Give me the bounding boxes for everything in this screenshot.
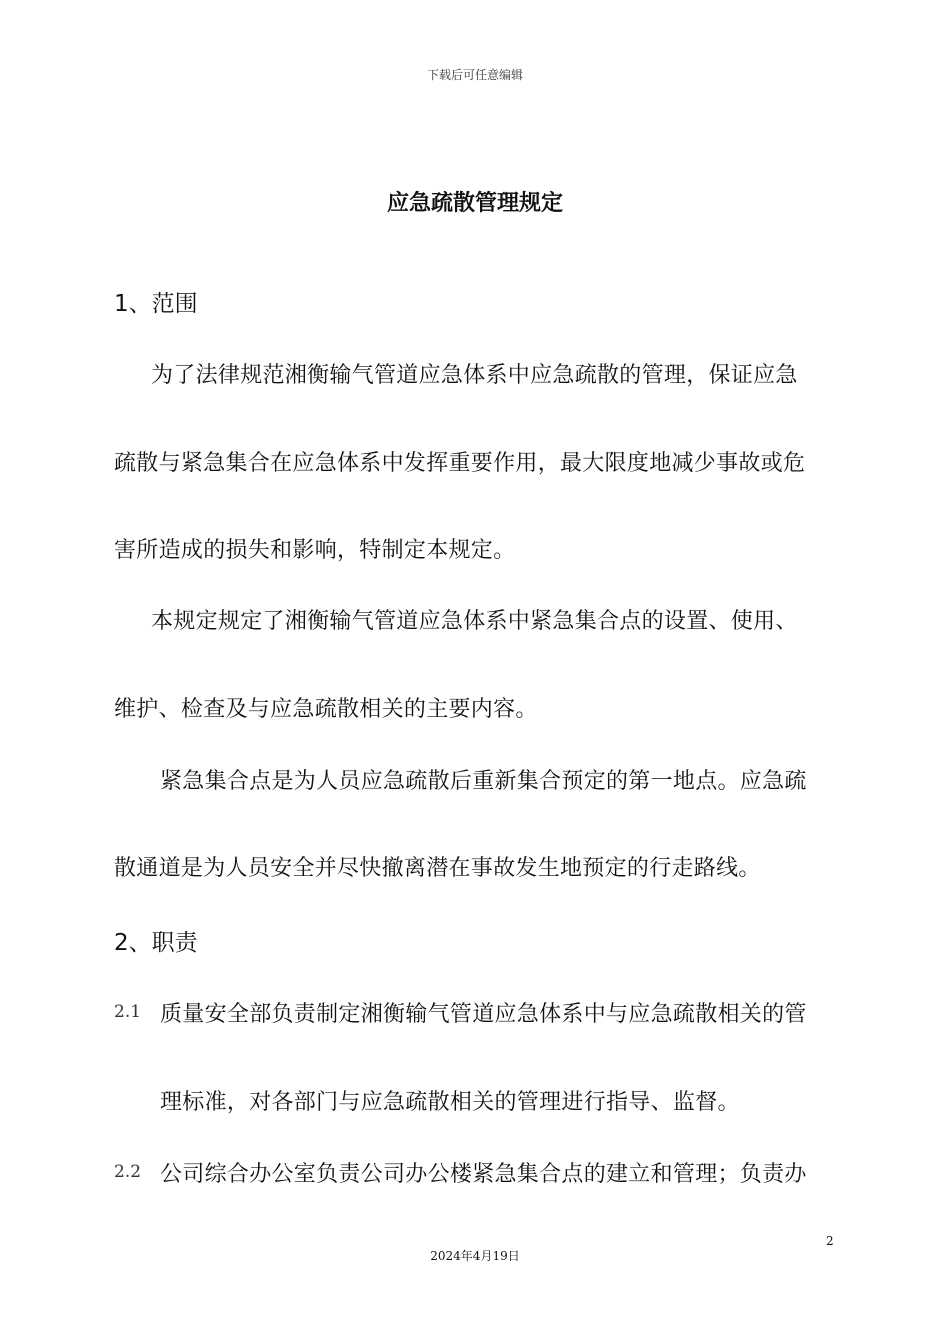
item-line: 质量安全部负责制定湘衡输气管道应急体系中与应急疏散相关的管: [160, 1002, 807, 1027]
paragraph-line: 维护、检查及与应急疏散相关的主要内容。: [114, 697, 538, 722]
paragraph-line: 紧急集合点是为人员应急疏散后重新集合预定的第一地点。应急疏: [160, 769, 807, 794]
paragraph-line: 散通道是为人员安全并尽快撤离潜在事故发生地预定的行走路线。: [114, 856, 761, 881]
page-number: 2: [826, 1234, 834, 1248]
item-line: 公司综合办公室负责公司办公楼紧急集合点的建立和管理；负责办: [160, 1162, 807, 1187]
item-line: 理标准，对各部门与应急疏散相关的管理进行指导、监督。: [160, 1090, 740, 1115]
document-title: 应急疏散管理规定: [386, 191, 563, 216]
item-number: 2.1: [114, 1002, 142, 1022]
paragraph-line: 疏散与紧急集合在应急体系中发挥重要作用，最大限度地减少事故或危: [114, 451, 806, 476]
paragraph-line: 本规定规定了湘衡输气管道应急体系中紧急集合点的设置、使用、: [151, 609, 798, 634]
item-number: 2.2: [114, 1162, 142, 1182]
paragraph-line: 为了法律规范湘衡输气管道应急体系中应急疏散的管理，保证应急: [151, 363, 798, 388]
section-heading-duties: 2、职责: [114, 930, 198, 956]
section-heading-scope: 1、范围: [114, 291, 198, 317]
footer-date: 2024年4月19日: [430, 1249, 520, 1263]
paragraph-line: 害所造成的损失和影响，特制定本规定。: [114, 538, 516, 563]
header-note: 下载后可任意编辑: [426, 68, 523, 82]
